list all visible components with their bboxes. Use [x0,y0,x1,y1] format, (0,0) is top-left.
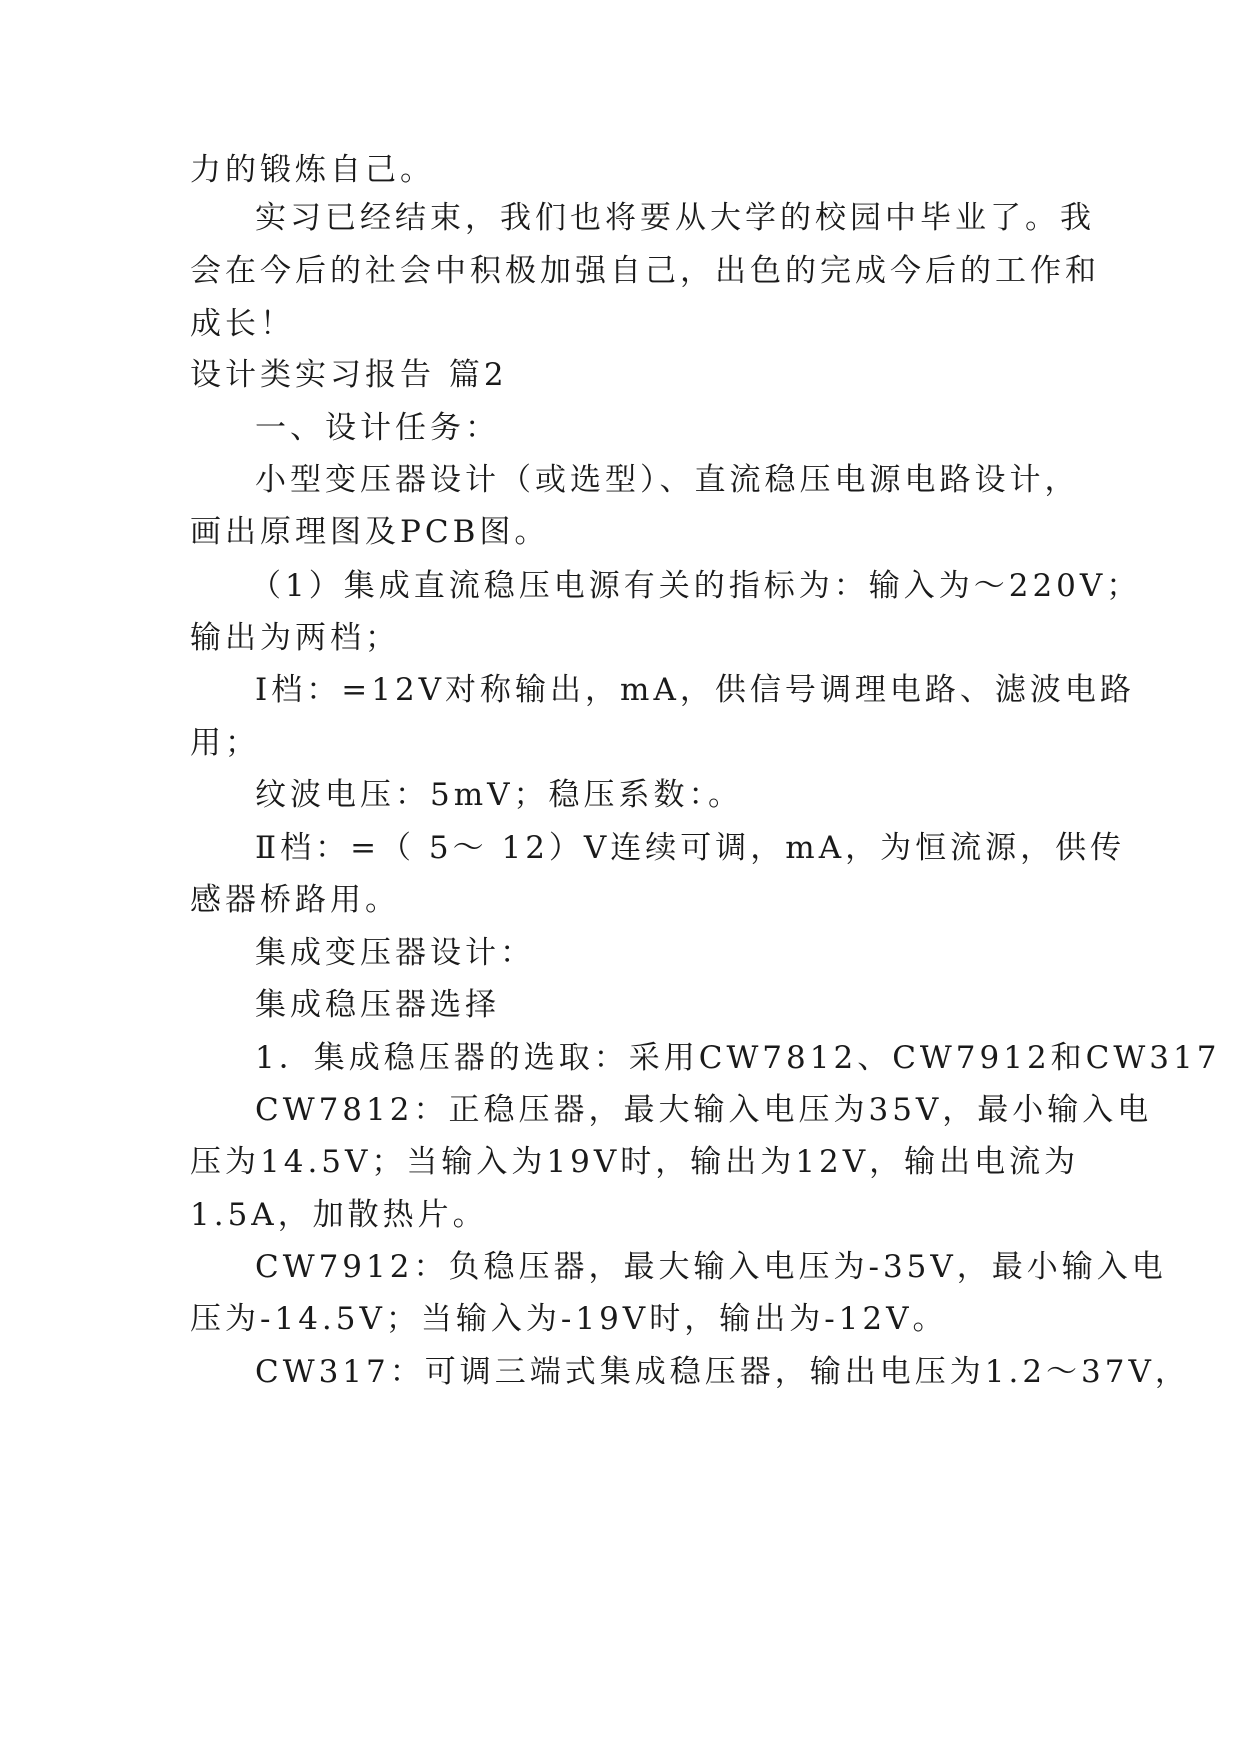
text-line: Ⅰ档：=12V对称输出，mA，供信号调理电路、滤波电路 [255,672,1135,708]
text-line: 集成变压器设计： [255,935,535,971]
text-line: 成长！ [190,306,295,342]
text-line: 压为14.5V；当输入为19V时，输出为12V，输出电流为 [190,1144,1080,1180]
text-line: 纹波电压：5mV；稳压系数：。 [255,777,744,813]
text-line: 感器桥路用。 [190,882,400,918]
section-heading: 设计类实习报告 篇2 [190,357,508,393]
text-line: 压为-14.5V；当输入为-19V时，输出为-12V。 [190,1301,948,1337]
text-line: 用； [190,725,260,761]
text-line: CW317：可调三端式集成稳压器，输出电压为1.2～37V， [255,1354,1190,1390]
text-line: 一、设计任务： [255,410,500,446]
text-line: 力的锻炼自己。 [190,152,435,188]
text-line: CW7812：正稳压器，最大输入电压为35V，最小输入电 [255,1092,1153,1128]
text-line: 画出原理图及PCB图。 [190,514,550,550]
text-line: 1.5A，加散热片。 [190,1197,488,1233]
text-line: 小型变压器设计（或选型）、直流稳压电源电路设计， [255,462,1080,498]
text-line: 会在今后的社会中积极加强自己，出色的完成今后的工作和 [190,253,1100,289]
text-line: （1）集成直流稳压电源有关的指标为：输入为～220V； [250,568,1142,604]
text-line: Ⅱ档：=（ 5～ 12）V连续可调，mA，为恒流源，供传 [255,830,1126,866]
text-line: 输出为两档； [190,620,400,656]
text-line: CW7912：负稳压器，最大输入电压为-35V，最小输入电 [255,1249,1167,1285]
text-line: 1．集成稳压器的选取：采用CW7812、CW7912和CW317 [255,1040,1221,1076]
text-line: 集成稳压器选择 [255,987,500,1023]
text-line: 实习已经结束，我们也将要从大学的校园中毕业了。我 [255,200,1095,236]
